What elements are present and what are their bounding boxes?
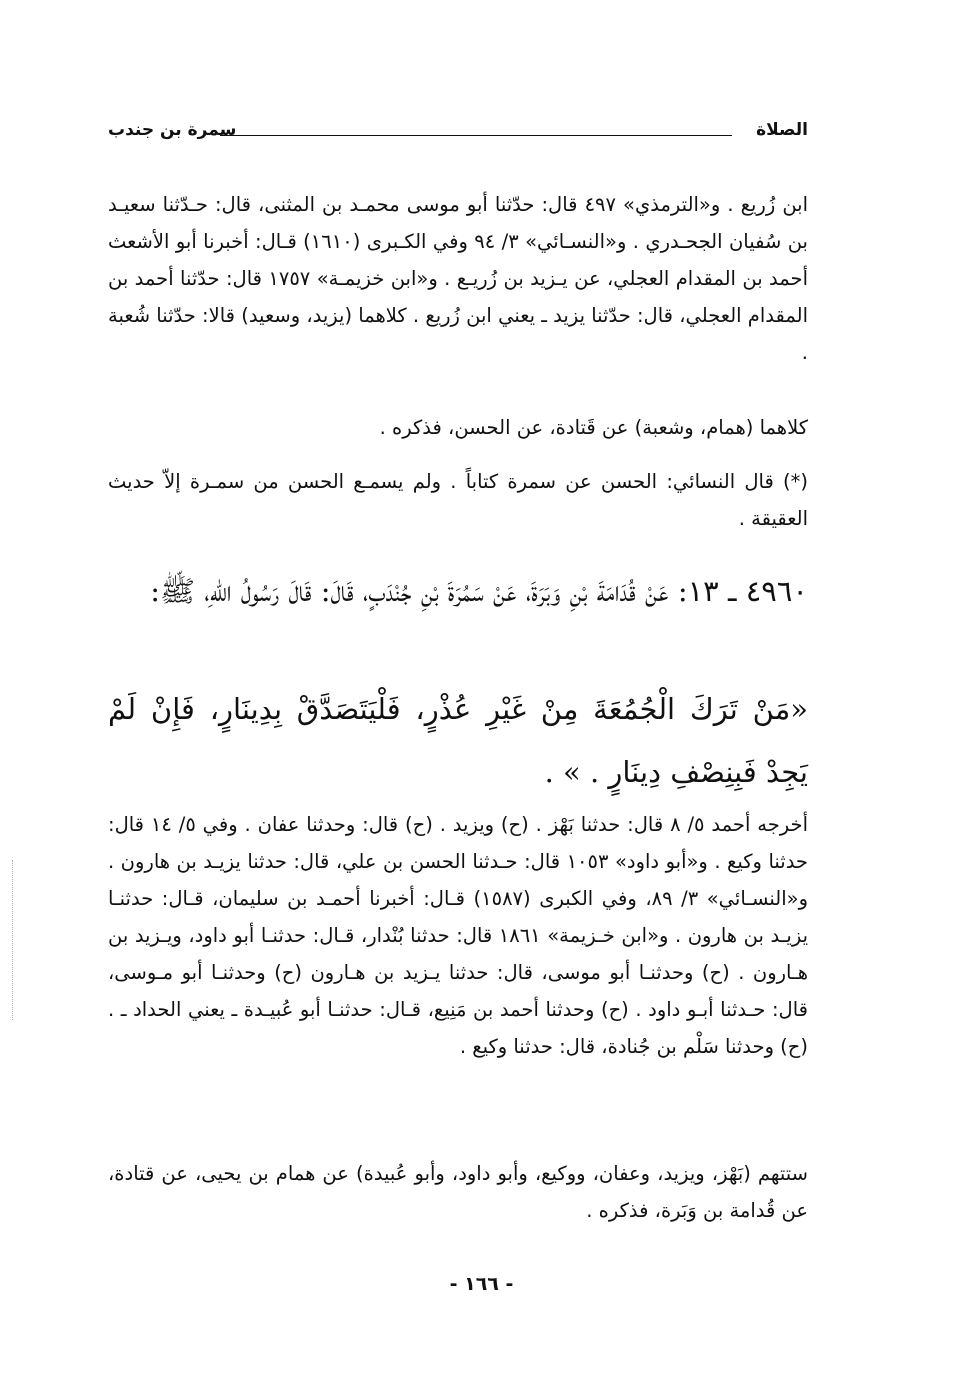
header-rule (220, 135, 732, 136)
paragraph-takhrij-1: ابن زُريع . و«الترمذي» ٤٩٧ قال: حدّثنا أبو موسى محمـد بن المثنى، قال: حـدّثنا سعيـد بن سُفيان الجحـدري . و«النسـائي» ٣/ ٩٤ وفي الكـبرى (١٦١٠) قـال: أخبرنا أبو الأشعث أحمد بن المقدام العجلي، عن يـزيد بن زُريـع . و«ابن خزيمـة» ١٧٥٧ قال: حدّثنا أحمد بن المقدام العجلي، قال: حدّثنا يزيد ـ يعني ابن زُريع . كلاهما (يزيد، وسعيد) قالا: حدّثنا شُعبة . (108, 193, 809, 364)
paragraph-takhrij-2: أخرجه أحمد ٥/ ٨ قال: حدثنا بَهْز . (ح) ويزيد . (ح) قال: وحدثنا عفان . وفي ٥/ ١٤ قال: حدثنا وكيع . و«أبو داود» ١٠٥٣ قال: حـدثنا الحسن بن علي، قال: حدثنا يزيـد بن هارون . و«النسـائي» ٣/ ٨٩، وفي الكبرى (١٥٨٧) قـال: أخبرنا أحمـد بن سليمان، قـال: حدثنـا يزيـد بن هارون . و«ابن خـزيمة» ١٨٦١ قال: حدثنا بُنْدار، قـال: حدثنـا أبو داود، ويـزيد بن هـارون . (ح) وحدثنـا أبو موسى، قال: حدثنا يـزيد بن هـارون (ح) وحدثنـا أبو مـوسى، قال: حـدثنا أبـو داود . (ح) وحدثنا أحمد بن مَنِيع، قـال: حدثنـا أبو عُبيـدة ـ يعني الحداد ـ . (ح) وحدثنا سَلْم بن جُنادة، قال: حدثنا وكيع . (108, 813, 809, 1058)
header-section-title: الصلاة (756, 120, 808, 140)
paragraph-summary-1: كلاهما (همام، وشعبة) عن قَتادة، عن الحسن، فذكره . (379, 416, 808, 439)
page-number: - ١٦٦ - (449, 1273, 514, 1295)
header-chapter-title: سمرة بن جندب (108, 120, 237, 140)
scan-edge-mark (12, 860, 13, 1020)
paragraph-summary-2: ستتهم (بَهْز، ويزيد، وعفان، ووكيع، وأبو داود، وأبو عُبيدة) عن همام بن يحيى، عن قتادة، عن قُدامة بن وَبَرة، فذكره . (108, 1162, 808, 1222)
hadith-isnad: ٤٩٦٠ ـ ١٣: عَنْ قُدَامَةَ بْنِ وَبَرَةَ، عَنْ سَمُرَةَ بْنِ جُنْدَبٍ، قَالَ: قَالَ رَسُولُ اللّهِ، ﷺ: (150, 574, 808, 608)
paragraph-note-nasai: (*) قال النسائي: الحسن عن سمرة كتاباً . ولم يسمـع الحسن من سمـرة إلاّ حديث العقيقة . (108, 470, 808, 530)
hadith-matn: «مَنْ تَرَكَ الْجُمُعَةَ مِنْ غَيْرِ عُذْرٍ، فَلْيَتَصَدَّقْ بِدِينَارٍ، فَإِنْ لَمْ يَجِدْ فَبِنِصْفِ دِينَارٍ . » . (108, 692, 808, 789)
running-header (108, 116, 808, 146)
